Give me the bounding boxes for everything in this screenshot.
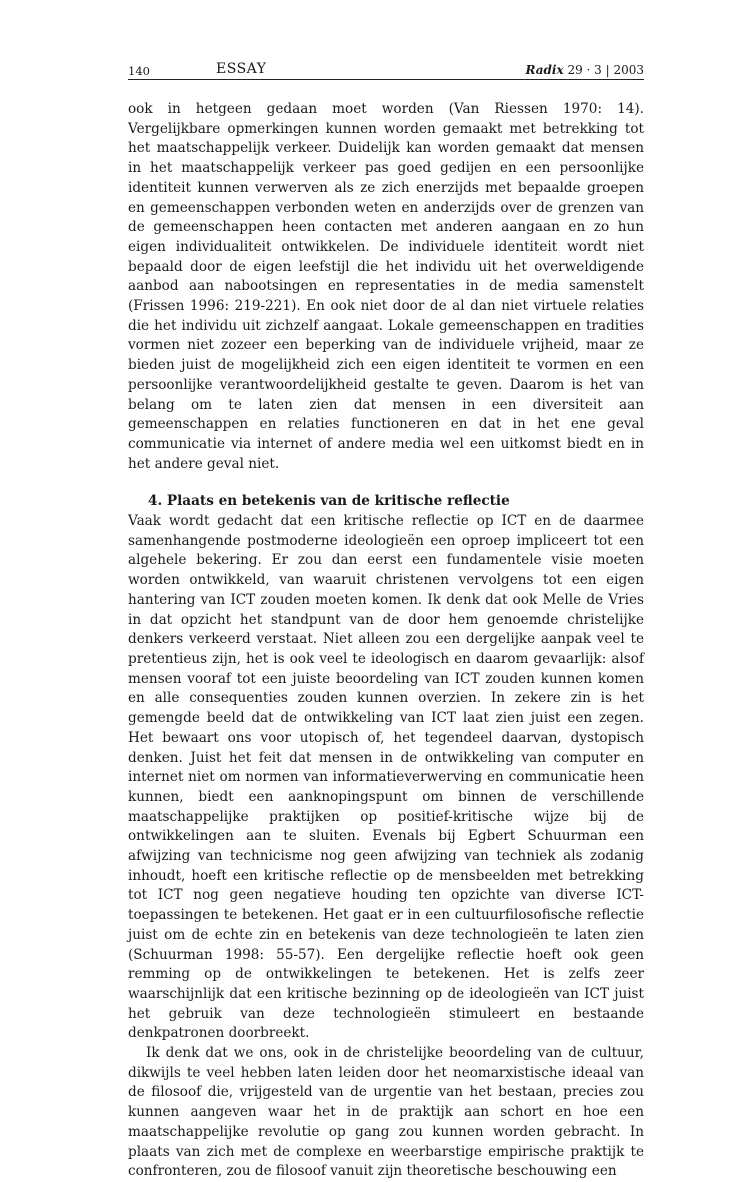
body-paragraph-continued: ook in hetgeen gedaan moet worden (Van Riessen 1970: 14). Vergelijkbare opmerkingen kunnen worden gemaakt met betrekking tot het maatschappelijk verkeer. Duidelijk kan worden gemaakt dat mensen in het maatschappelijk verkeer pas goed gedijen en een persoonlijke identiteit kunnen verwerven als ze zich enerzijds met bepaalde groepen en gemeenschappen verbonden weten en anderzijds over de grenzen van de gemeenschappen heen contacten met anderen aangaan en zo hun eigen individualiteit ontwikkelen. De individuele identiteit wordt niet bepaald door de eigen leefstijl die het individu uit het overweldigende aanbod aan nabootsingen en representaties in de media samenstelt (Frissen 1996: 219-221). En ook niet door de al dan niet virtuele relaties die het individu uit zichzelf aangaat. Lokale gemeenschappen en tradities vormen niet zozeer een beperking van de individuele vrijheid, maar ze bieden juist de mogelijkheid zich een eigen identiteit te vormen en een persoonlijke verantwoordelijkheid gestalte te geven. Daarom is het van belang om te laten zien dat mensen in een diversiteit aan gemeenschappen en relaties functioneren en dat in het ene geval communicatie via internet of andere media wel een uitkomst biedt en in het andere geval niet.	[128, 101, 644, 472]
section-paragraph-1: Vaak wordt gedacht dat een kritische reflectie op ICT en de daarmee samenhangende postmoderne ideologieën een oproep impliceert tot een algehele bekering. Er zou dan eerst een fundamentele visie moeten worden ontwikkeld, van waaruit christenen vervolgens tot een eigen hantering van ICT zouden moeten komen. Ik denk dat ook Melle de Vries in dat opzicht het standpunt van de door hem genoemde christelijke denkers verkeerd verstaat. Niet alleen zou een dergelijke aanpak veel te pretentieus zijn, het is ook veel te ideologisch en daarom gevaarlijk: alsof mensen vooraf tot een juiste beoordeling van ICT zouden kunnen komen en alle consequenties zouden kunnen overzien. In zekere zin is het gemengde beeld dat de ontwikkeling van ICT laat zien juist een zegen. Het bewaart ons voor utopisch of, het tegendeel daarvan, dystopisch denken. Juist het feit dat mensen in de ontwikkeling van computer en internet niet om normen van informatieverwerving en communicatie heen kunnen, biedt een aanknopingspunt om binnen de verschillende maatschappelijke praktijken op positief-kritische wijze bij de ontwikkelingen aan te sluiten. Evenals bij Egbert Schuurman een afwijzing van technicisme nog geen afwijzing van techniek als zodanig inhoudt, hoeft een kritische reflectie op de mensbeelden met betrekking tot ICT nog geen negatieve houding ten opzichte van diverse ICT-toepassingen te betekenen. Het gaat er in een cultuurfilosofische reflectie juist om de echte zin en betekenis van deze technologieën te laten zien (Schuurman 1998: 55-57). Een dergelijke reflectie hoeft ook geen remming op de ontwikkelingen te betekenen. Het is zelfs zeer waarschijnlijk dat een kritische bezinning op de ideologieën van ICT juist het gebruik van deze technologieën stimuleert en bestaande denkpatronen doorbreekt.	[128, 513, 644, 1042]
journal-issue: 29 · 3 | 2003	[567, 63, 644, 77]
header-rule	[128, 79, 644, 80]
journal-name: Radix	[525, 63, 564, 77]
article-body	[128, 100, 644, 1182]
section-paragraph-2: Ik denk dat we ons, ook in de christelijke beoordeling van de cultuur, dikwijls te veel hebben laten leiden door het neomarxistische ideaal van de filosoof die, vrijgesteld van de urgentie van het bestaan, precies zou kunnen aangeven waar het in de praktijk aan schort en hoe een maatschappelijke revolutie op gang zou kunnen worden gebracht. In plaats van zich met de complexe en weerbarstige empirische praktijk te confronteren, zou de filosoof vanuit zijn theoretische beschouwing een	[128, 1045, 644, 1180]
section-heading: 4. Plaats en betekenis van de kritische reflectie	[148, 493, 510, 510]
page-number: 140	[128, 64, 150, 78]
journal-citation	[525, 63, 644, 77]
section-label: ESSAY	[216, 61, 267, 77]
